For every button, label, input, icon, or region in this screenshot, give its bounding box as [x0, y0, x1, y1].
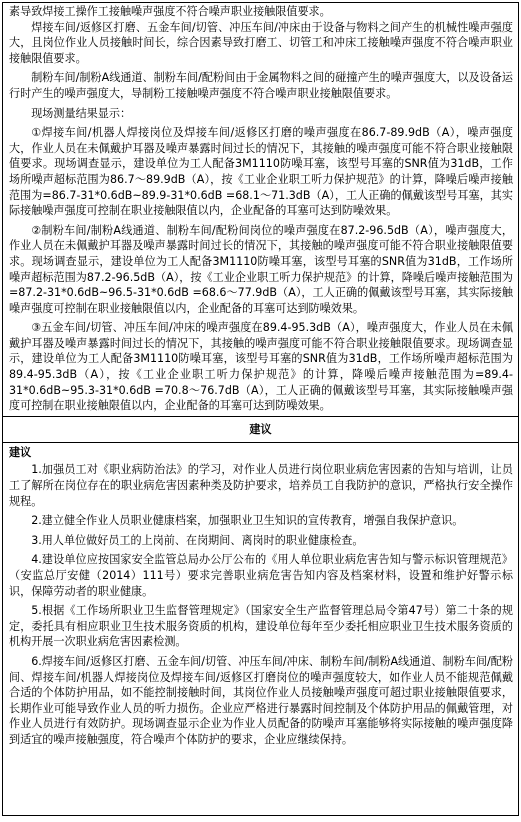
- recommendation-item: 6.焊接车间/返修区打磨、五金车间/切管、冲压车间/冲床、制粉车间/制粉A线通道、制粉车间/配粉间、焊接车间/机器人焊接岗位及焊接车间/返修区打磨岗位的噪声强度较大，如作业人员不能规范佩戴合适的个体防护用品，如不能控制接触时间，其岗位作业人员接触噪声强度可超过职业接触限值要求，长期作业可能导致作业人员的听力损伤。企业应严格进行暴露时间控制及个体防护用品的佩戴管理，对作业人员进行有效防护。现场调查显示企业为作业人员配备的防噪声耳塞能够将实际接触的噪声强度降到适宜的噪声接触强度，符合噪声个体防护的要求，企业应继续保持。: [9, 654, 513, 746]
- recommendation-item: 2.建立健全作业人员职业健康档案，加强职业卫生知识的宣传教育，增强自我保护意识。: [31, 514, 464, 528]
- paragraph-result-3: ③五金车间/切管、冲压车间/冲床的噪声强度在89.4-95.3dB（A），噪声强度大，作业人员在未佩戴护耳器及噪声暴露时间过长的情况下，其接触的噪声强度可能不符合职业接触限值要求。现场调查显示，建设单位为工人配备3M1110防噪耳塞，该型号耳塞的SNR值为31dB，工作场所噪声超标范围为89.4-95.3dB（A），按《工业企业职工听力保护规范》的计算，降噪后噪声接触范围为=89.4-31*0.6dB~95.3-31*0.6dB =70.8～76.7dB（A），工人正确的佩戴该型号耳塞，其实际接触噪声强度可控制在职业接触限值以内，企业配备的耳塞可达到防噪效果。: [9, 321, 513, 413]
- recommendation-item: 1.加强员工对《职业病防治法》的学习，对作业人员进行岗位职业病危害因素的告知与培训，让员工了解所在岗位存在的职业病危害因素种类及防护要求，培养员工自我防护的意识，严格执行安全操作规程。: [9, 463, 513, 508]
- section-header-recommendations: 建议: [3, 417, 518, 443]
- paragraph-result-1: ①焊接车间/机器人焊接岗位及焊接车间/返修区打磨的噪声强度在86.7-89.9dB（A），噪声强度大，作业人员在未佩戴护耳器及噪声暴露时间过长的情况下，其接触的噪声强度可能不符合职业接触限值要求。现场调查显示，建设单位为工人配备3M1110防噪耳塞，该型号耳塞的SNR值为31dB，工作场所噪声超标范围为86.7～89.9dB（A），按《工业企业职工听力保护规范》的计算，降噪后噪声接触范围为=86.7-31*0.6dB~89.9-31*0.6dB =68.1～71.3dB（A），工人正确的佩戴该型号耳塞，其实际接触噪声强度可控制在职业接触限值以内，企业配备的耳塞可达到防噪效果。: [9, 126, 513, 218]
- paragraph-powder-workshop: 制粉车间/制粉A线通道、制粉车间/配粉间由于金属物料之间的碰撞产生的噪声强度大，以及设备运行时产生的噪声强度大，导制粉工接触噪声强度不符合噪声职业接触限值要求。: [9, 71, 513, 100]
- recommendation-item: 3.用人单位做好员工的上岗前、在岗期间、离岗时的职业健康检查。: [31, 533, 364, 547]
- recommendations-title: 建议: [9, 445, 32, 459]
- recommendations-section: [3, 443, 518, 750]
- paragraph-result-2: ②制粉车间/制粉A线通道、制粉车间/配粉间岗位的噪声强度在87.2-96.5dB（A），噪声强度大，作业人员在未佩戴护耳器及噪声暴露时间过长的情况下，其接触的噪声强度可能不符合职业接触限值要求。现场调查显示，建设单位为工人配备3M1110防噪耳塞，该型号耳塞的SNR值为31dB，工作场所噪声超标范围为87.2-96.5dB（A），按《工业企业职工听力保护规范》的计算，降噪后噪声接触范围为=87.2-31*0.6dB~96.5-31*0.6dB =68.6～77.9dB（A），工人正确的佩戴该型号耳塞，其实际接触噪声强度可控制在职业接触限值以内，企业配备的耳塞可达到防噪效果。: [9, 223, 513, 315]
- paragraph-grinding-cutting: 焊接车间/返修区打磨、五金车间/切管、冲压车间/冲床由于设备与物料之间产生的机械性噪声强度大，且岗位作业人员接触时间长，综合因素导致打磨工、切管工和冲床工接触噪声强度不符合噪声职业接触限值要求。: [9, 20, 513, 65]
- paragraph-continuation: 素导致焊接工操作工接触噪声强度不符合噪声职业接触限值要求。: [9, 5, 331, 18]
- document-table: [2, 2, 519, 816]
- analysis-section: [3, 3, 518, 417]
- recommendation-item: 5.根据《工作场所职业卫生监督管理规定》（国家安全生产监督管理总局令第47号）第二十条的规定，委托具有相应职业卫生技术服务资质的机构，建设单位每年至少委托相应职业卫生技术服务资质的机构开展一次职业病危害因素检测。: [9, 604, 513, 649]
- recommendation-item: 4.建设单位应按国家安全监管总局办公厅公布的《用人单位职业病危害告知与警示标识管理规范》（安监总厅安健（2014）111号）要求完善职业病危害告知内容及档案材料，设置和维护好警示标识，保障劳动者的职业健康。: [9, 553, 513, 598]
- paragraph-measurement-intro: 现场测量结果显示：: [31, 106, 132, 120]
